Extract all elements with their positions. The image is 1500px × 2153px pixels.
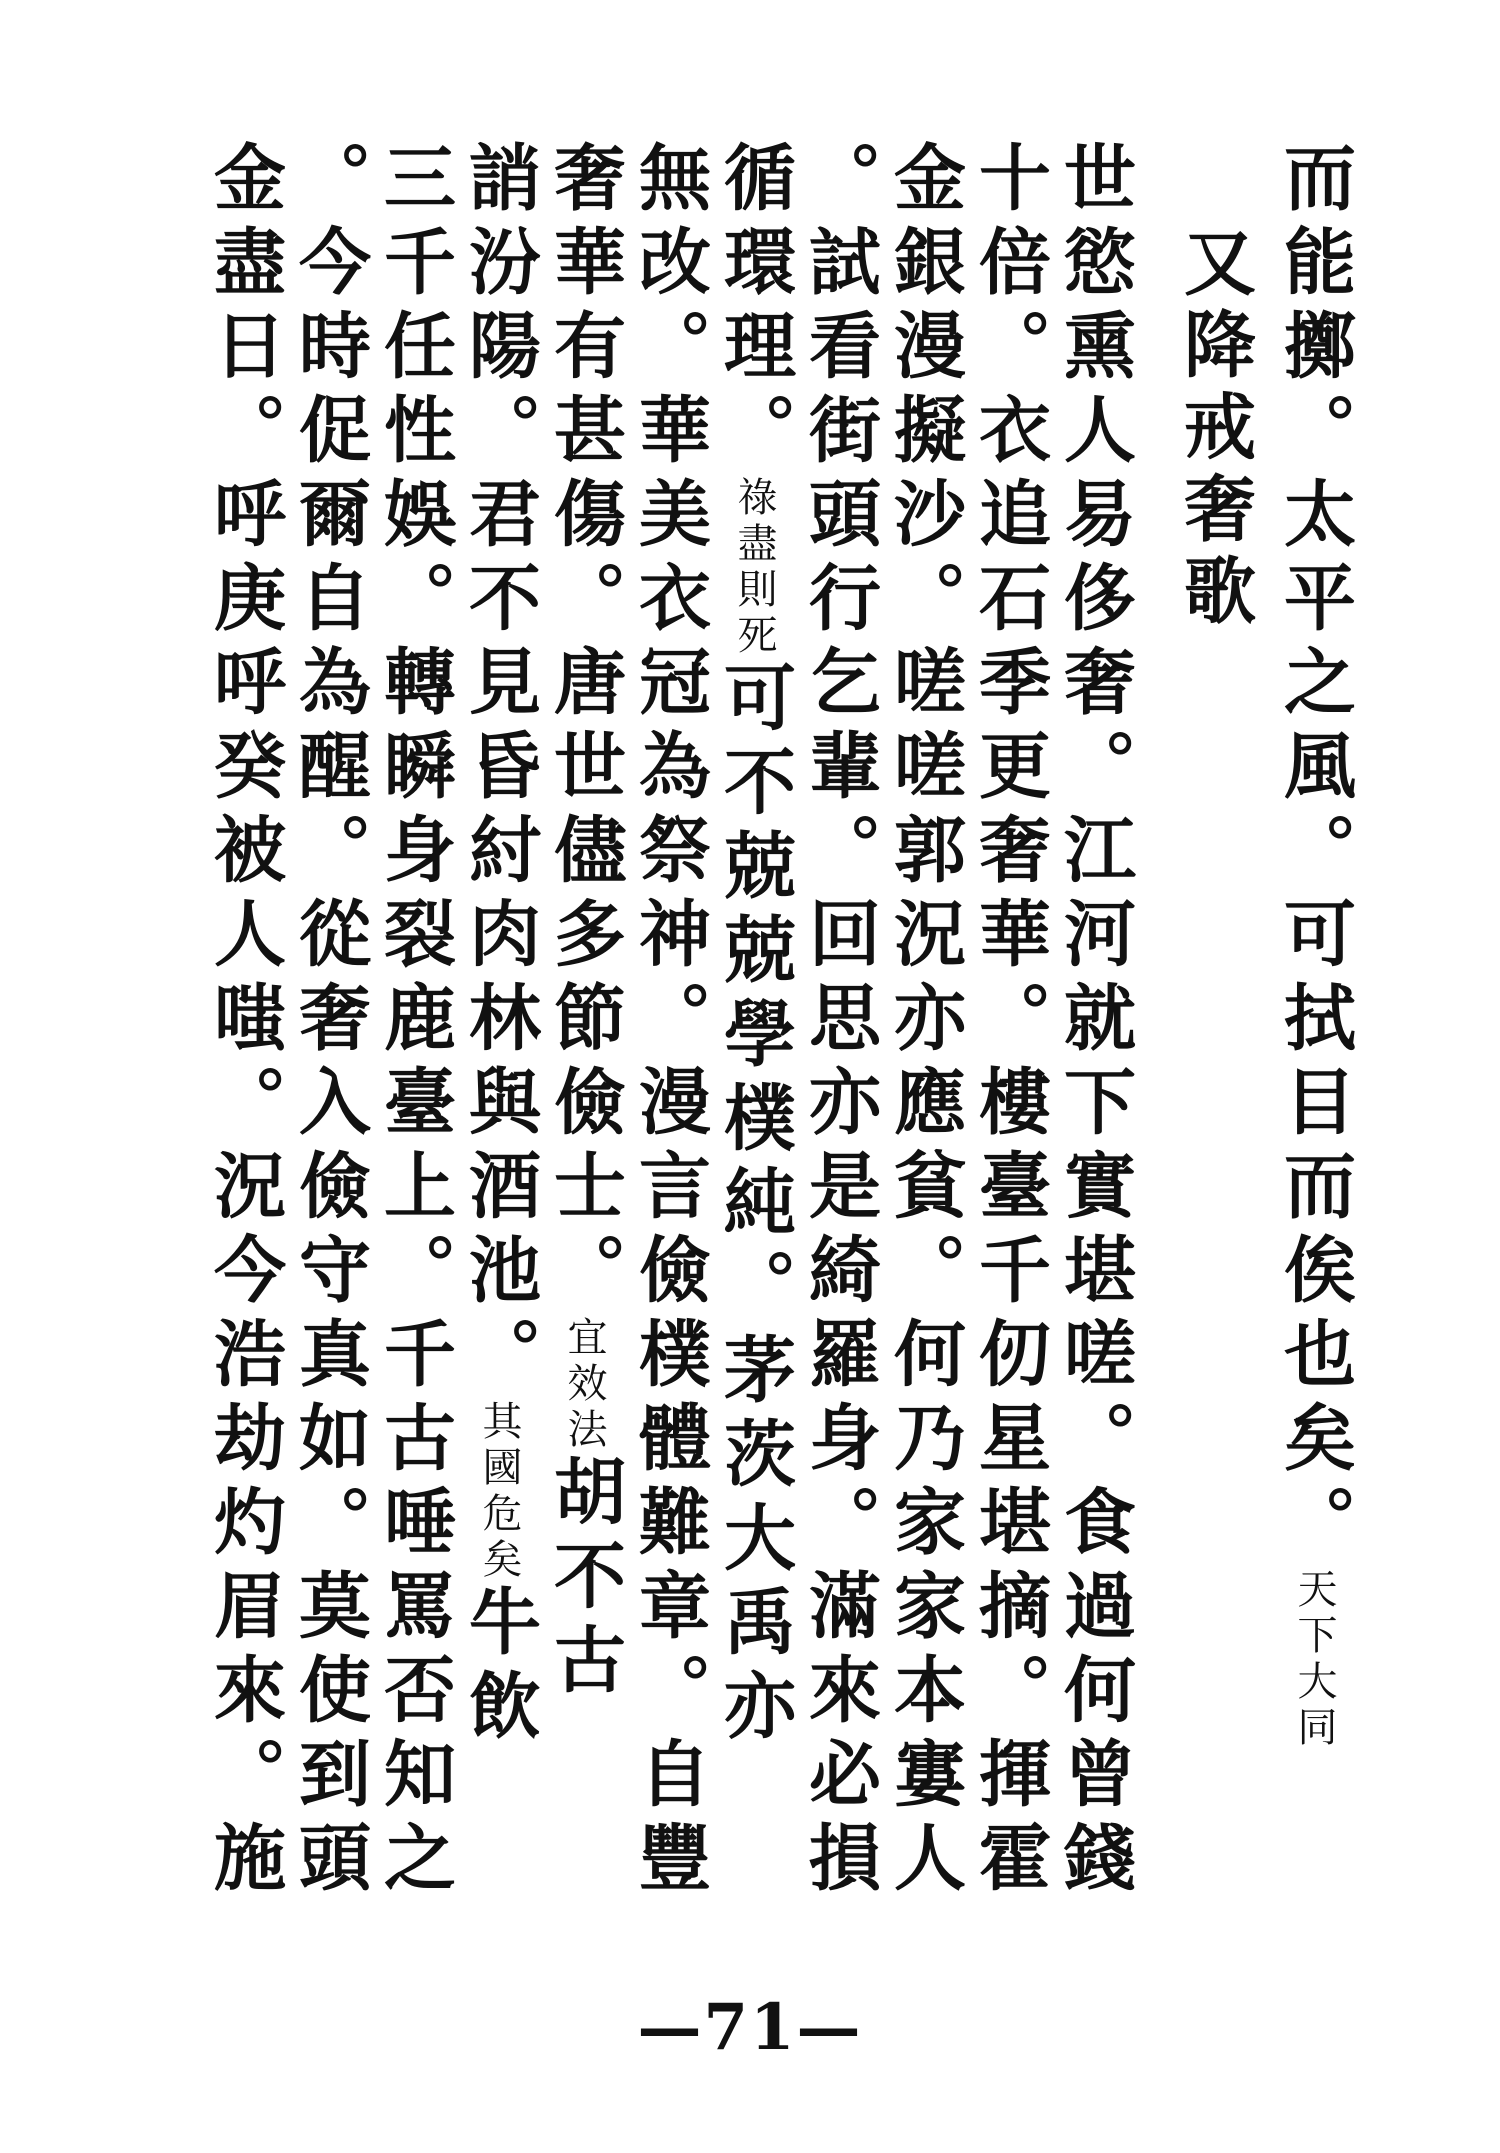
text-column-9 — [540, 140, 628, 1706]
column-main-text: 世慾熏人易侈奢。江河就下實堪嗟。食過何曾錢 — [1052, 140, 1137, 1904]
column-main-text-continued: 可不兢兢學樸純。茅茨大禹亦 — [712, 660, 797, 1752]
column-main-text: 奢華有甚傷。唐世儘多節儉士。 — [542, 140, 627, 1316]
annotation-note: 祿盡則死 — [731, 476, 777, 660]
text-column-6 — [795, 140, 883, 1904]
column-main-text-continued: 胡不古 — [542, 1454, 627, 1706]
text-column-10 — [455, 140, 543, 1752]
text-column-8 — [625, 140, 713, 1904]
text-column-13 — [200, 140, 288, 1904]
text-column-7 — [710, 140, 798, 1752]
column-main-text: 三千任性娛。轉瞬身裂鹿臺上。千古唾罵否知之 — [372, 140, 457, 1904]
column-main-text: 無改。華美衣冠為祭神。漫言儉樸體難章。自豐 — [627, 140, 712, 1904]
text-column-11 — [370, 140, 458, 1904]
page-number: —71— — [637, 1990, 863, 2065]
column-main-text: 誚汾陽。君不見昏紂肉林與酒池。 — [457, 140, 542, 1400]
annotation-note: 天下大同 — [1291, 1568, 1337, 1752]
column-main-text: 。試看街頭行乞輩。回思亦是綺羅身。滿來必損 — [797, 140, 882, 1904]
text-column-1 — [1270, 140, 1358, 1752]
text-column-4 — [965, 140, 1053, 1904]
annotation-note: 宜效法 — [561, 1316, 607, 1454]
column-main-text: 十倍。衣追石季更奢華。樓臺千仞星堪摘。揮霍 — [967, 140, 1052, 1904]
column-main-text: 循環理。 — [712, 140, 797, 476]
poem-title-text: 又降戒奢歌 — [1172, 225, 1257, 635]
text-column-12 — [285, 140, 373, 1904]
column-main-text: 金銀漫擬沙。嗟嗟郭況亦應貧。何乃家家本寠人 — [882, 140, 967, 1904]
column-main-text: 而能擲。太平之風。可拭目而俟也矣。 — [1272, 140, 1357, 1568]
annotation-note: 其國危矣 — [476, 1400, 522, 1584]
text-column-5 — [880, 140, 968, 1904]
poem-title — [1170, 225, 1258, 635]
text-column-3 — [1050, 140, 1138, 1904]
column-main-text-continued: 牛飲 — [457, 1584, 542, 1752]
column-main-text: 金盡日。呼庚呼癸被人嗤。況今浩劫灼眉來。施 — [202, 140, 287, 1904]
column-main-text: 。今時促爾自為醒。從奢入儉守真如。莫使到頭 — [287, 140, 372, 1904]
